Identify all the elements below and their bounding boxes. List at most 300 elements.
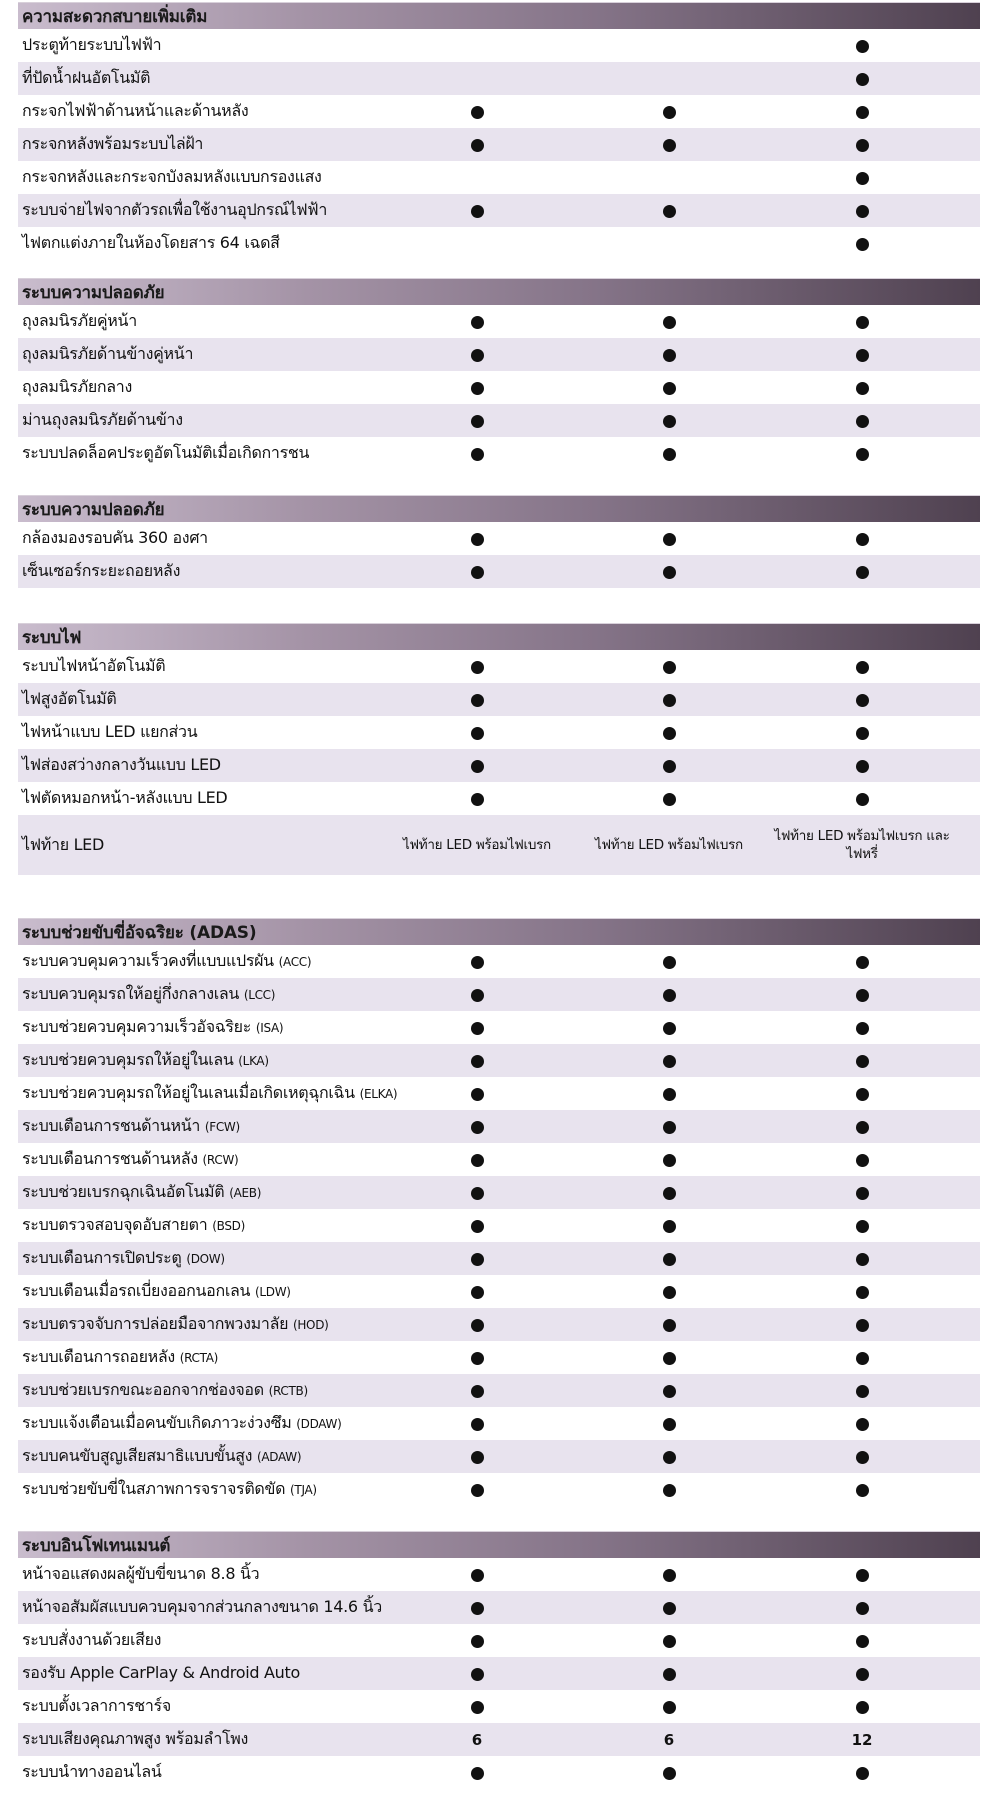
spec-row [18,227,980,260]
bullet-dot-icon [856,1701,869,1714]
bullet-dot-icon [471,566,484,579]
spec-row [18,1176,980,1209]
feature-label [22,1180,261,1205]
feature-available-dot [772,1632,952,1650]
feature-available-dot [772,563,952,581]
bullet-dot-icon [856,106,869,119]
feature-label [22,1411,342,1436]
feature-available-dot [579,1415,759,1433]
bullet-dot-icon [471,349,484,362]
feature-name: ระบบเตือนการชนด้านหลัง [22,1149,198,1168]
feature-label [22,1661,300,1686]
feature-name: ประตูท้ายระบบไฟฟ้า [22,35,162,54]
bullet-dot-icon [856,415,869,428]
feature-available-dot [772,658,952,676]
feature-available-dot [579,1665,759,1683]
feature-available-dot [387,790,567,808]
bullet-dot-icon [663,1220,676,1233]
feature-available-dot [772,379,952,397]
feature-available-dot [772,103,952,121]
section-title: ระบบไฟ [22,627,82,648]
feature-abbreviation: (AEB) [229,1186,262,1200]
spec-row [18,1077,980,1110]
feature-name: ระบบช่วยขับขี่ในสภาพการจราจรติดขัด [22,1479,286,1498]
feature-available-dot [579,790,759,808]
spec-row [18,1374,980,1407]
feature-available-dot [387,1481,567,1499]
feature-label [22,786,227,811]
feature-available-dot [579,445,759,463]
feature-name: กระจกหลังพร้อมระบบไล่ฝ้า [22,134,204,153]
feature-available-dot [387,103,567,121]
feature-available-dot [387,658,567,676]
bullet-dot-icon [471,448,484,461]
bullet-dot-icon [856,566,869,579]
feature-label [22,1048,269,1073]
bullet-dot-icon [856,533,869,546]
bullet-dot-icon [856,316,869,329]
feature-label [22,1694,171,1719]
feature-available-dot [579,1250,759,1268]
bullet-dot-icon [663,1385,676,1398]
bullet-dot-icon [856,1451,869,1464]
spec-section [18,278,980,470]
bullet-dot-icon [856,760,869,773]
feature-abbreviation: (DDAW) [296,1417,342,1431]
feature-available-dot [772,1349,952,1367]
feature-label [22,132,203,157]
bullet-dot-icon [471,1385,484,1398]
spec-row [18,782,980,815]
bullet-dot-icon [471,382,484,395]
feature-available-dot [387,136,567,154]
feature-available-dot [387,1283,567,1301]
feature-available-dot [387,346,567,364]
feature-available-dot [772,1698,952,1716]
feature-available-dot [387,1118,567,1136]
feature-name: ไฟตกแต่งภายในห้องโดยสาร 64 เฉดสี [22,233,280,252]
feature-label [22,231,280,256]
bullet-dot-icon [663,1088,676,1101]
feature-value: ไฟท้าย LED พร้อมไฟเบรก [403,837,551,853]
feature-available-dot [579,1698,759,1716]
spec-row [18,1440,980,1473]
feature-name: ระบบเตือนการถอยหลัง [22,1347,175,1366]
feature-available-dot [579,1764,759,1782]
feature-available-dot [387,1665,567,1683]
feature-label [22,1279,291,1304]
bullet-dot-icon [471,533,484,546]
feature-available-dot [579,1151,759,1169]
feature-name: ระบบควบคุมความเร็วคงที่แบบแปรผัน [22,951,274,970]
feature-name: กล้องมองรอบคัน 360 องศา [22,528,208,547]
bullet-dot-icon [471,415,484,428]
bullet-dot-icon [471,1701,484,1714]
feature-name: ระบบช่วยควบคุมรถให้อยู่ในเลน [22,1050,234,1069]
feature-available-dot [772,1448,952,1466]
feature-abbreviation: (ADAW) [256,1450,302,1464]
bullet-dot-icon [471,1253,484,1266]
bullet-dot-icon [856,727,869,740]
feature-available-dot [579,724,759,742]
feature-available-dot [579,1052,759,1070]
feature-name: ไฟหน้าแบบ LED แยกส่วน [22,722,198,741]
feature-available-dot [387,379,567,397]
feature-available-dot [387,1415,567,1433]
feature-available-dot [772,1217,952,1235]
feature-available-dot [387,1632,567,1650]
feature-available-dot [579,757,759,775]
feature-name: ระบบช่วยควบคุมรถให้อยู่ในเลนเมื่อเกิดเหตุฉุกเฉิน [22,1083,355,1102]
spec-row [18,1756,980,1789]
feature-available-dot [772,953,952,971]
feature-value: 6 [471,1730,483,1749]
bullet-dot-icon [663,139,676,152]
feature-available-dot [772,169,952,187]
bullet-dot-icon [663,760,676,773]
bullet-dot-icon [856,1767,869,1780]
feature-abbreviation: (BSD) [212,1219,245,1233]
feature-available-dot [772,445,952,463]
bullet-dot-icon [663,1022,676,1035]
feature-available-dot [387,1184,567,1202]
feature-label [22,99,248,124]
spec-row [18,1624,980,1657]
feature-available-dot [579,658,759,676]
feature-label [22,1727,248,1752]
spec-row [18,1044,980,1077]
bullet-dot-icon [856,793,869,806]
bullet-dot-icon [471,1022,484,1035]
feature-label [22,441,309,466]
feature-abbreviation: (LDW) [254,1285,291,1299]
bullet-dot-icon [663,1451,676,1464]
feature-name: ระบบช่วยเบรกฉุกเฉินอัตโนมัติ [22,1182,225,1201]
feature-available-dot [387,1250,567,1268]
feature-available-dot [772,1250,952,1268]
bullet-dot-icon [856,139,869,152]
feature-label [22,198,327,223]
feature-name: รองรับ Apple CarPlay & Android Auto [22,1663,300,1682]
bullet-dot-icon [663,106,676,119]
feature-available-dot [387,202,567,220]
bullet-dot-icon [856,1022,869,1035]
bullet-dot-icon [663,448,676,461]
feature-name: ไฟท้าย LED [22,834,105,854]
feature-abbreviation: (RCW) [202,1153,239,1167]
section-header [18,278,980,305]
spec-row [18,1473,980,1506]
bullet-dot-icon [856,1121,869,1134]
feature-available-dot [579,379,759,397]
section-header [18,918,980,945]
feature-available-dot [387,1448,567,1466]
feature-available-dot [387,1764,567,1782]
bullet-dot-icon [663,1154,676,1167]
feature-available-dot [579,986,759,1004]
feature-available-dot [579,412,759,430]
feature-label [22,1378,308,1403]
feature-available-dot [579,346,759,364]
bullet-dot-icon [856,1352,869,1365]
feature-name: กระจกไฟฟ้าด้านหน้าและด้านหลัง [22,101,249,120]
feature-available-dot [579,1599,759,1617]
feature-label [22,1015,283,1040]
bullet-dot-icon [471,1569,484,1582]
feature-available-dot [579,1349,759,1367]
feature-name: เซ็นเซอร์กระยะถอยหลัง [22,561,181,580]
bullet-dot-icon [663,1055,676,1068]
spec-row [18,1209,980,1242]
feature-label [22,1147,238,1172]
bullet-dot-icon [663,1484,676,1497]
bullet-dot-icon [856,172,869,185]
feature-name: ระบบสั่งงานด้วยเสียง [22,1630,162,1649]
feature-name: ระบบตรวจสอบจุดอับสายตา [22,1215,208,1234]
spec-row [18,404,980,437]
bullet-dot-icon [663,415,676,428]
bullet-dot-icon [471,1121,484,1134]
feature-available-dot [772,530,952,548]
section-header [18,1531,980,1558]
feature-available-dot [772,1085,952,1103]
feature-label [22,982,275,1007]
section-title: ระบบอินโฟเทนเมนต์ [22,1535,171,1556]
feature-available-dot [579,103,759,121]
feature-label [22,33,161,58]
feature-abbreviation: (ISA) [255,1021,284,1035]
feature-available-dot [387,313,567,331]
bullet-dot-icon [856,1319,869,1332]
feature-available-dot [579,1448,759,1466]
bullet-dot-icon [471,1286,484,1299]
feature-name: ระบบแจ้งเตือนเมื่อคนขับเกิดภาวะง่วงซึม [22,1413,292,1432]
feature-available-dot [387,563,567,581]
feature-available-dot [579,1382,759,1400]
feature-available-dot [579,1085,759,1103]
bullet-dot-icon [663,1187,676,1200]
feature-name: ระบบคนขับสูญเสียสมาธิแบบขั้นสูง [22,1446,253,1465]
feature-label [22,753,221,778]
feature-available-dot [387,1085,567,1103]
feature-label [22,1562,259,1587]
bullet-dot-icon [471,793,484,806]
section-header [18,2,980,29]
spec-section [18,2,980,260]
spec-row [18,716,980,749]
feature-available-dot [579,1184,759,1202]
feature-available-dot [579,953,759,971]
spec-section [18,495,980,588]
bullet-dot-icon [856,238,869,251]
feature-available-dot [772,136,952,154]
spec-row [18,1341,980,1374]
bullet-dot-icon [471,727,484,740]
feature-available-dot [772,37,952,55]
spec-row [18,1308,980,1341]
feature-label [22,1760,162,1785]
spec-row [18,437,980,470]
spec-row [18,1723,980,1756]
feature-abbreviation: (RCTB) [268,1384,308,1398]
feature-value: 12 [851,1730,873,1749]
feature-available-dot [579,1481,759,1499]
spec-row [18,1242,980,1275]
feature-label [22,1081,397,1106]
feature-available-dot [772,691,952,709]
section-title: ระบบช่วยขับขี่อัจฉริยะ (ADAS) [22,922,257,943]
feature-name: ถุงลมนิรภัยด้านข้างคู่หน้า [22,344,194,363]
spec-row [18,1110,980,1143]
feature-available-dot [772,986,952,1004]
feature-label [22,1312,329,1337]
bullet-dot-icon [663,793,676,806]
feature-abbreviation: (HOD) [292,1318,329,1332]
spec-row [18,1558,980,1591]
feature-name: ระบบตรวจจับการปล่อยมือจากพวงมาลัย [22,1314,289,1333]
feature-abbreviation: (FCW) [204,1120,240,1134]
feature-available-dot [579,313,759,331]
section-title: ระบบความปลอดภัย [22,282,165,303]
bullet-dot-icon [663,1253,676,1266]
feature-available-dot [772,1184,952,1202]
bullet-dot-icon [471,1668,484,1681]
spec-row [18,945,980,978]
spec-row [18,1690,980,1723]
feature-available-dot [579,1283,759,1301]
feature-available-dot [772,1316,952,1334]
feature-label [22,66,150,91]
bullet-dot-icon [471,139,484,152]
feature-available-dot [579,1019,759,1037]
feature-available-dot [579,563,759,581]
bullet-dot-icon [471,989,484,1002]
bullet-dot-icon [663,533,676,546]
bullet-dot-icon [663,1418,676,1431]
spec-row [18,555,980,588]
bullet-dot-icon [856,694,869,707]
spec-row [18,62,980,95]
feature-available-dot [772,1764,952,1782]
feature-available-dot [387,530,567,548]
bullet-dot-icon [471,316,484,329]
bullet-dot-icon [471,1451,484,1464]
feature-abbreviation: (LCC) [243,988,276,1002]
section-header [18,623,980,650]
feature-available-dot [387,1566,567,1584]
bullet-dot-icon [471,661,484,674]
feature-value: ไฟท้าย LED พร้อมไฟเบรก และไฟหรี่ [774,828,950,862]
bullet-dot-icon [471,1154,484,1167]
feature-name: ม่านถุงลมนิรภัยด้านข้าง [22,410,183,429]
feature-name: หน้าจอแสดงผลผู้ขับขี่ขนาด 8.8 นิ้ว [22,1564,260,1583]
feature-name: ระบบควบคุมรถให้อยู่กึ่งกลางเลน [22,984,240,1003]
spec-row [18,29,980,62]
feature-name: หน้าจอสัมผัสแบบควบคุมจากส่วนกลางขนาด 14.6 นิ้ว [22,1597,382,1616]
bullet-dot-icon [856,1602,869,1615]
feature-available-dot [579,1217,759,1235]
feature-label [22,1114,240,1139]
feature-available-dot [772,1151,952,1169]
feature-available-dot [387,1052,567,1070]
feature-label [22,1595,382,1620]
feature-available-dot [772,313,952,331]
spec-row [18,371,980,404]
feature-name: ระบบไฟหน้าอัตโนมัติ [22,656,166,675]
feature-name: ระบบเตือนการเปิดประตู [22,1248,182,1267]
spec-section [18,623,980,875]
bullet-dot-icon [663,989,676,1002]
bullet-dot-icon [663,1668,676,1681]
feature-available-dot [772,1599,952,1617]
feature-available-dot [387,445,567,463]
bullet-dot-icon [471,205,484,218]
bullet-dot-icon [471,1352,484,1365]
feature-available-dot [387,1316,567,1334]
feature-name: ระบบเตือนเมื่อรถเบี่ยงออกนอกเลน [22,1281,251,1300]
feature-available-dot [772,235,952,253]
bullet-dot-icon [856,382,869,395]
bullet-dot-icon [856,40,869,53]
feature-label [22,1246,225,1271]
bullet-dot-icon [856,1484,869,1497]
bullet-dot-icon [471,956,484,969]
feature-name: ถุงลมนิรภัยคู่หน้า [22,311,137,330]
feature-available-dot [387,691,567,709]
spec-row [18,1143,980,1176]
feature-label [22,720,197,745]
feature-abbreviation: (RCTA) [179,1351,219,1365]
bullet-dot-icon [663,1286,676,1299]
feature-available-dot [387,757,567,775]
feature-available-dot [772,70,952,88]
feature-label [22,833,104,858]
spec-row [18,194,980,227]
spec-row [18,305,980,338]
bullet-dot-icon [856,956,869,969]
spec-row [18,338,980,371]
bullet-dot-icon [663,956,676,969]
spec-row [18,95,980,128]
feature-abbreviation: (LKA) [238,1054,269,1068]
feature-available-dot [387,412,567,430]
feature-available-dot [387,1698,567,1716]
spec-row [18,749,980,782]
feature-available-dot [772,757,952,775]
feature-label [22,559,180,584]
feature-available-dot [387,953,567,971]
bullet-dot-icon [663,1121,676,1134]
feature-label [22,408,183,433]
feature-value: ไฟท้าย LED พร้อมไฟเบรก [595,837,743,853]
feature-abbreviation: (TJA) [290,1483,317,1497]
bullet-dot-icon [856,1187,869,1200]
feature-available-dot [579,530,759,548]
feature-available-dot [387,986,567,1004]
bullet-dot-icon [471,1220,484,1233]
spec-row [18,1011,980,1044]
spec-row [18,650,980,683]
feature-available-dot [387,724,567,742]
bullet-dot-icon [856,1088,869,1101]
bullet-dot-icon [856,1154,869,1167]
feature-available-dot [772,1283,952,1301]
feature-available-dot [387,1151,567,1169]
feature-label [22,375,132,400]
bullet-dot-icon [663,566,676,579]
feature-name: ไฟส่องสว่างกลางวันแบบ LED [22,755,221,774]
feature-label [22,1213,245,1238]
